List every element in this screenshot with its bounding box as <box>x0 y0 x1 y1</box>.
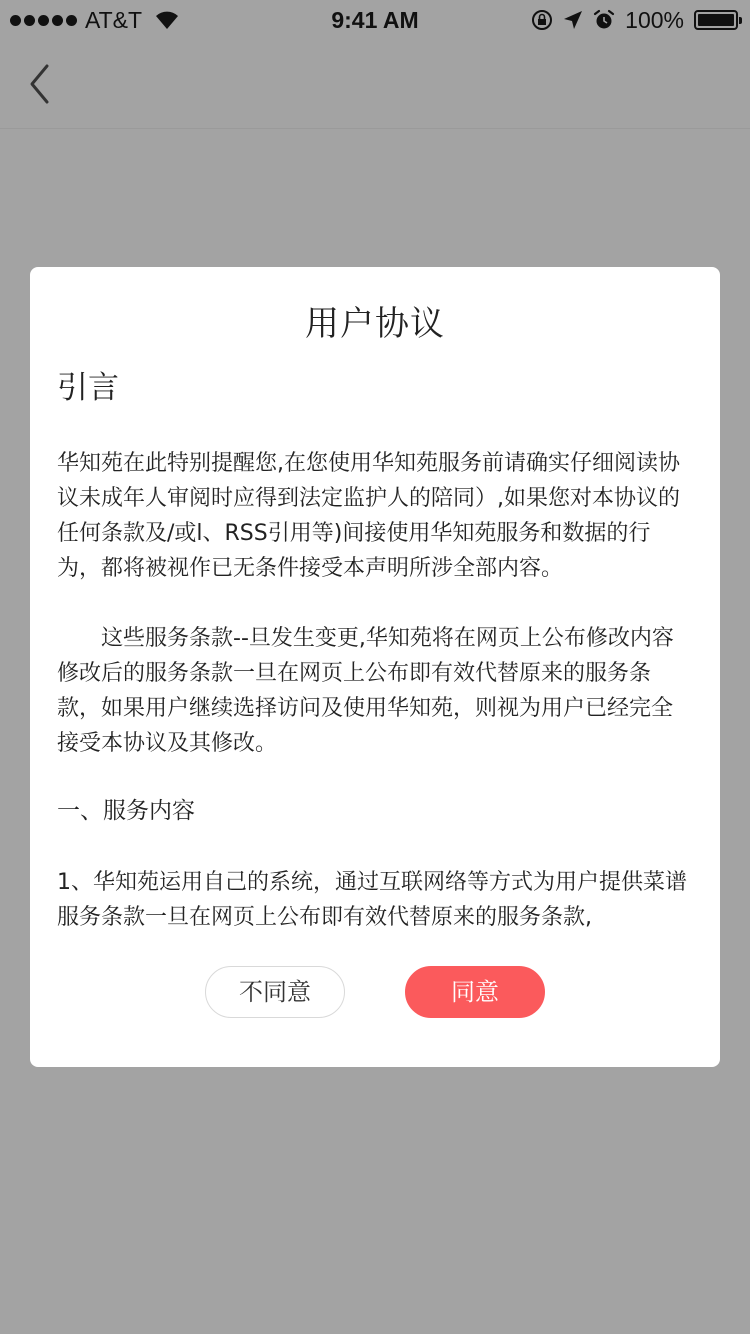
location-arrow-icon <box>563 10 583 30</box>
agree-button[interactable]: 同意 <box>405 966 545 1018</box>
status-bar <box>0 0 750 40</box>
terms-change-paragraph: 这些服务条款--旦发生变更,华知苑将在网页上公布修改内容修改后的服务条款一旦在网页上公布即有效代替原来的服务条款，如果用户继续选择访问及使用华知苑，则视为用户已经完全接受本协议及其修改。 <box>57 626 674 756</box>
service-item-paragraph: 1、华知苑运用自己的系统，通过互联网络等方式为用户提供菜谱服务条款一旦在网页上公布即有效代替原来的服务条款, <box>57 870 687 930</box>
agreement-content[interactable] <box>57 364 693 932</box>
intro-paragraph: 华知苑在此特别提醒您,在您使用华知苑服务前请确实仔细阅读协议未成年人审阅时应得到法定监护人的陪同）,如果您对本协议的任何条款及/或l、RSS引用等)间接使用华知苑服务和数据的行为，都将被视作已无条件接受本声明所涉全部内容。 <box>57 451 680 581</box>
dialog-title: 用户协议 <box>305 304 445 344</box>
carrier-name: AT&T <box>85 6 143 33</box>
chevron-left-icon <box>18 60 62 108</box>
service-content-heading: 一、服务内容 <box>57 798 195 824</box>
section-heading-introduction: 引言 <box>57 370 119 406</box>
status-right <box>531 6 738 34</box>
alarm-clock-icon <box>593 9 615 31</box>
battery-percent: 100% <box>625 6 684 33</box>
orientation-lock-icon <box>531 9 553 31</box>
nav-bar <box>0 40 750 129</box>
status-time: 9:41 AM <box>331 7 419 33</box>
disagree-button[interactable]: 不同意 <box>205 966 345 1018</box>
battery-fill <box>698 14 734 26</box>
battery-icon <box>694 10 738 30</box>
back-button[interactable] <box>18 60 62 108</box>
